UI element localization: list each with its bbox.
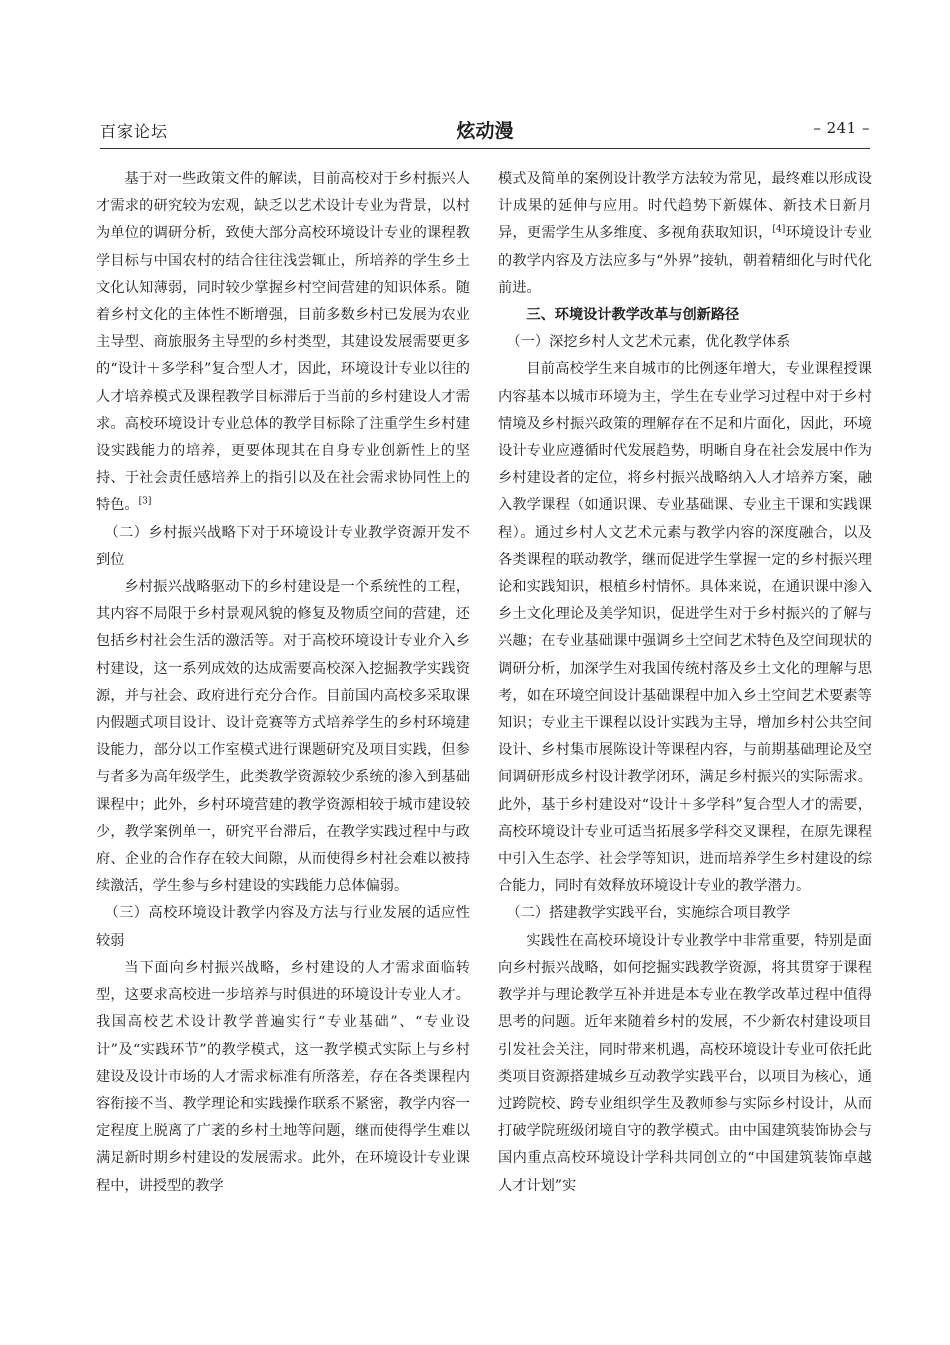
paragraph: 实践性在高校环境设计专业教学中非常重要，特别是面向乡村振兴战略，如何挖掘实践教学资源，将其贯穿于课程教学并与理论教学互补并进是本专业在教学改革过程中值得思考的问题。近年来随着乡村的发展，不少新农村建设项目引发社会关注，同时带来机遇，高校环境设计专业可依托此类项目资源搭建城乡互动教学实践平台，以项目为核心，通过跨院校、跨专业组织学生及教师参与实际乡村设计，从而打破学院班级闭境自守的教学模式。由中国建筑装饰协会与国内重点高校环境设计学科共同创立的“中国建筑装饰卓越人才计划”实 bbox=[498, 932, 872, 1194]
paragraph bbox=[498, 166, 872, 302]
journal-name: 炫动漫 bbox=[456, 120, 514, 142]
paragraph-text: 模式及简单的案例设计教学方法较为常见，最终难以形成设计成果的延伸与应用。时代趋势下新媒体、新技术日新月异，更需学生从多维度、多视角获取知识， bbox=[498, 171, 872, 242]
subsection-heading: （一）深挖乡村人文艺术元素，优化教学体系 bbox=[506, 334, 791, 351]
paragraph: 目前高校学生来自城市的比例逐年增大，专业课程授课内容基本以城市环境为主，学生在专业学习过程中对于乡村情境及乡村振兴政策的理解存在不足和片面化，因此，环境设计专业应遵循时代发展趋势，明晰自身在社会发展中作为乡村建设者的定位，将乡村振兴战略纳入人才培养方案，融入教学课程（如通识课、专业基础课、专业主干课和实践课程）。通过乡村人文艺术元素与教学内容的深度融合，以及各类课程的联动教学，继而促进学生掌握一定的乡村振兴理论和实践知识，根植乡村情怀。具体来说，在通识课中渗入乡土文化理论及美学知识，促进学生对于乡村振兴的了解与兴趣；在专业基础课中强调乡土空间艺术特色及空间现状的调研分析，加深学生对我国传统村落及乡土文化的理解与思考，如在环境空间设计基础课程中加入乡土空间艺术要素等知识；专业主干课程以设计实践为主导，增加乡村公共空间设计、乡村集市展陈设计等课程内容，与前期基础理论及空间调研形成乡村设计教学闭环，满足乡村振兴的实际需求。此外，基于乡村建设对“设计＋多学科”复合型人才的需要，高校环境设计专业可适当拓展多学科交叉课程，在原先课程中引入生态学、社会学等知识，进而培养学生乡村建设的综合能力，同时有效释放环境设计专业的教学潜力。 bbox=[498, 361, 872, 895]
journal-section-title: 百家论坛 bbox=[100, 122, 169, 141]
right-column bbox=[498, 166, 872, 1200]
paragraph-text: 基于对一些政策文件的解读，目前高校对于乡村振兴人才需求的研究较为宏观，缺乏以艺术设计专业为背景，以村为单位的调研分析，致使大部分高校环境设计专业的课程教学目标与中国农村的结合往往浅尝辄止，所培养的学生乡土文化认知薄弱，同时较少掌握乡村空间营建的知识体系。随着乡村文化的主体性不断增强，目前多数乡村已发展为农业主导型、商旅服务主导型的乡村类型，其建设发展需要更多的“设计＋多学科”复合型人才，因此，环境设计专业以往的人才培养模式及课程教学目标滞后于当前的乡村建设人才需求。高校环境设计专业总体的教学目标除了注重学生乡村建设实践能力的培养，更要体现其在自身专业创新性上的坚持、于社会责任感培养上的指引以及在社会需求协同性上的特色。 bbox=[96, 171, 470, 514]
paragraph: 当下面向乡村振兴战略，乡村建设的人才需求面临转型，这要求高校进一步培养与时俱进的环境设计专业人才。我国高校艺术设计教学普遍实行“专业基础”、“专业设计”及“实践环节”的教学模式，这一教学模式实际上与乡村建设及设计市场的人才需求标准有所落差，存在各类课程内容衔接不当、教学理论和实践操作联系不紧密，教学内容一定程度上脱离了广袤的乡村土地等问题，继而使得学生难以满足新时期乡村建设的发展需求。此外，在环境设计专业课程中，讲授型的教学 bbox=[96, 959, 470, 1194]
page-number: – 241 – bbox=[813, 119, 870, 137]
section-heading: 三、环境设计教学改革与创新路径 bbox=[526, 307, 740, 324]
subsection-heading: （二）搭建教学实践平台，实施综合项目教学 bbox=[506, 905, 791, 922]
left-column bbox=[96, 166, 470, 1200]
subsection-heading: （二）乡村振兴战略下对于环境设计专业教学资源开发不到位 bbox=[96, 524, 470, 568]
citation-ref: [3] bbox=[138, 496, 152, 507]
citation-ref: [4] bbox=[772, 224, 786, 235]
page-header bbox=[100, 116, 870, 149]
subsection-heading: （三）高校环境设计教学内容及方法与行业发展的适应性较弱 bbox=[96, 905, 470, 949]
paragraph-text: 环境设计专业的教学内容及方法应多与“外界”接轨，朝着精细化与时代化前进。 bbox=[498, 225, 872, 296]
paragraph bbox=[96, 166, 470, 520]
paragraph: 乡村振兴战略驱动下的乡村建设是一个系统性的工程，其内容不局限于乡村景观风貌的修复及物质空间的营建，还包括乡村社会生活的激活等。对于高校环境设计专业介入乡村建设，这一系列成效的达成需要高校深入挖掘教学实践资源，并与社会、政府进行充分合作。目前国内高校多采取课内假题式项目设计、设计竞赛等方式培养学生的乡村环境建设能力，部分以工作室模式进行课题研究及项目实践，但参与者多为高年级学生，此类教学资源较少系统的渗入到基础课程中；此外，乡村环境营建的教学资源相较于城市建设较少，教学案例单一，研究平台滞后，在教学实践过程中与政府、企业的合作存在较大间隙，从而使得乡村社会难以被持续激活，学生参与乡村建设的实践能力总体偏弱。 bbox=[96, 579, 470, 895]
